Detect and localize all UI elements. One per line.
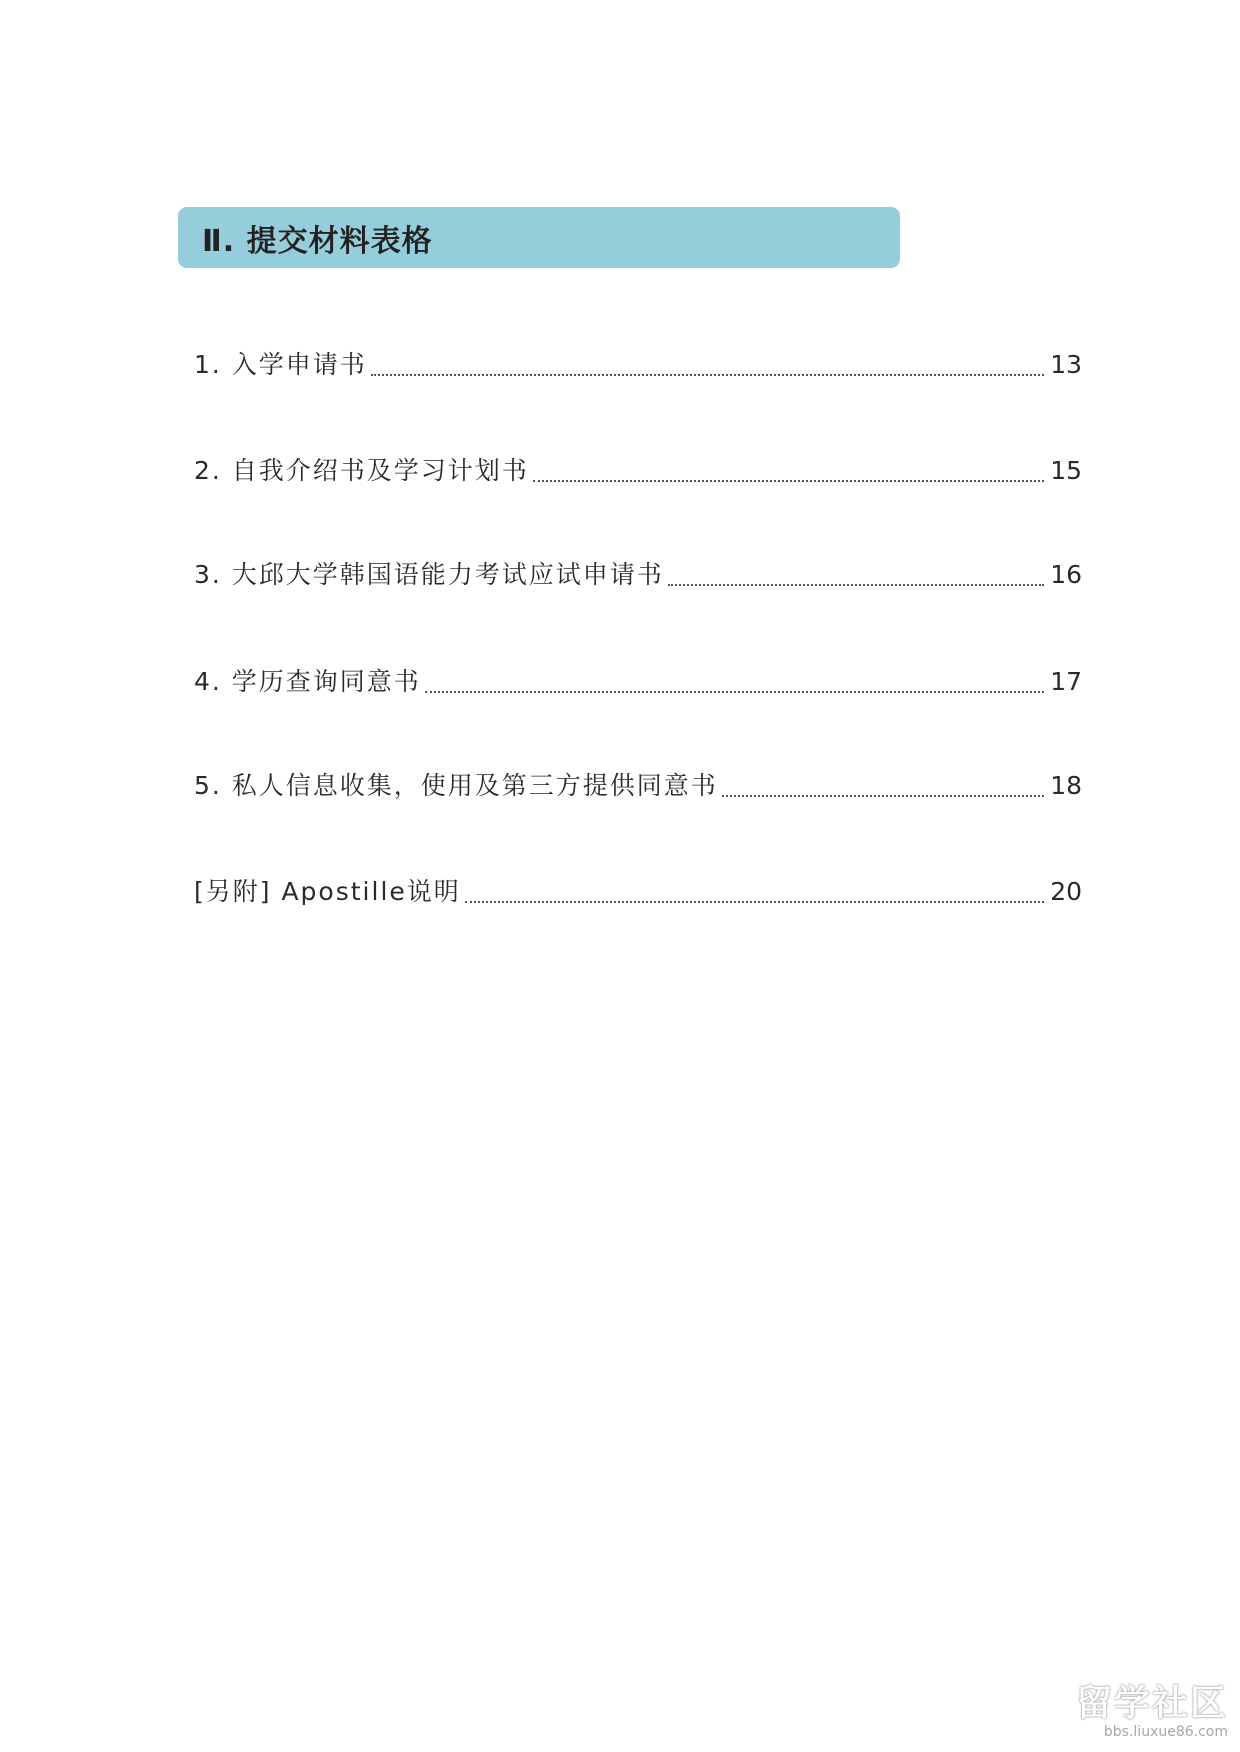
toc-entry-label: 3. 大邱大学韩国语能力考试应试申请书	[194, 560, 664, 589]
toc-dot-leader	[722, 795, 1044, 797]
toc-entry[interactable]	[194, 345, 1082, 385]
toc-entry-label: 2. 自我介绍书及学习计划书	[194, 456, 529, 485]
toc-dot-leader	[371, 374, 1044, 376]
toc-entry[interactable]	[194, 451, 1082, 491]
watermark-url: bbs.liuxue86.com	[1103, 1724, 1228, 1740]
toc-entry[interactable]	[194, 872, 1082, 912]
toc-dot-leader	[425, 691, 1044, 693]
toc-dot-leader	[668, 584, 1044, 586]
toc-page-number: 16	[1050, 560, 1082, 589]
section-title: Ⅱ. 提交材料表格	[202, 223, 433, 259]
watermark	[1058, 1684, 1228, 1744]
toc-page-number: 13	[1050, 350, 1082, 379]
toc-entry-label: [另附] Apostille说明	[194, 877, 461, 906]
toc-entry[interactable]	[194, 555, 1082, 595]
section-header	[178, 207, 900, 268]
toc-entry[interactable]	[194, 766, 1082, 806]
toc-dot-leader	[465, 901, 1044, 903]
toc-entry-label: 5. 私人信息收集，使用及第三方提供同意书	[194, 771, 718, 800]
toc-page-number: 15	[1050, 456, 1082, 485]
toc-page-number: 18	[1050, 771, 1082, 800]
toc-page-number: 20	[1050, 877, 1082, 906]
toc-entry[interactable]	[194, 662, 1082, 702]
toc-page-number: 17	[1050, 667, 1082, 696]
toc-entry-label: 1. 入学申请书	[194, 350, 367, 379]
watermark-logo-text: 留学社区	[1075, 1683, 1228, 1724]
toc-entry-label: 4. 学历查询同意书	[194, 667, 421, 696]
toc-dot-leader	[533, 480, 1044, 482]
